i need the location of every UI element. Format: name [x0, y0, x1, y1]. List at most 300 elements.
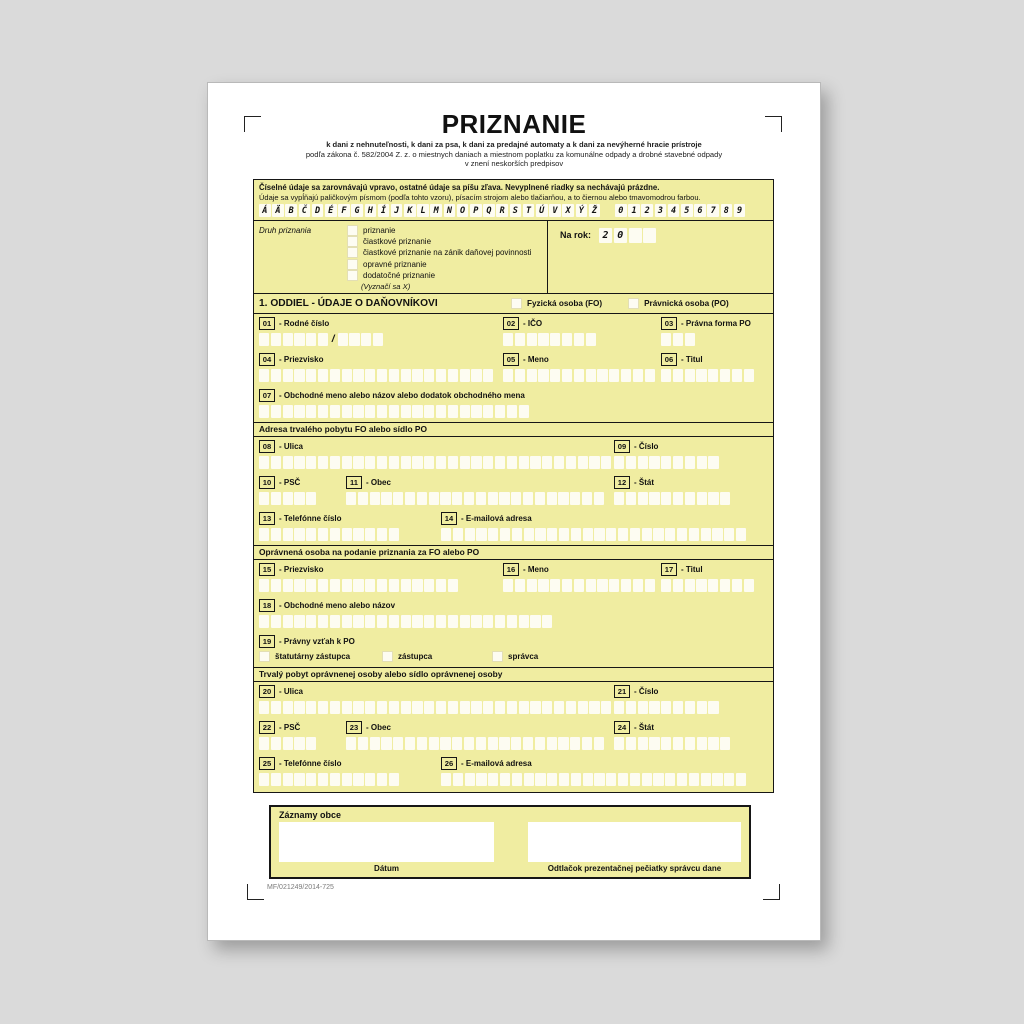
- input-cell[interactable]: [370, 737, 380, 750]
- input-cell[interactable]: [578, 456, 588, 469]
- input-cell[interactable]: [503, 579, 513, 592]
- input-cell[interactable]: [685, 737, 695, 750]
- input-cell[interactable]: [464, 737, 474, 750]
- input-cell[interactable]: [424, 369, 434, 382]
- input-cell[interactable]: [483, 701, 493, 714]
- input-cell[interactable]: [614, 492, 624, 505]
- input-cell[interactable]: [259, 737, 269, 750]
- input-cell[interactable]: [638, 492, 648, 505]
- input-cell[interactable]: [471, 405, 481, 418]
- input-cell[interactable]: [365, 405, 375, 418]
- input-cell[interactable]: [353, 369, 363, 382]
- input-cell[interactable]: [661, 369, 671, 382]
- input-cell[interactable]: [271, 773, 281, 786]
- input-cell[interactable]: [574, 579, 584, 592]
- input-cell[interactable]: [586, 333, 596, 346]
- input-cell[interactable]: [318, 369, 328, 382]
- input-cell[interactable]: [476, 737, 486, 750]
- input-cell[interactable]: [519, 456, 529, 469]
- input-cell[interactable]: [586, 369, 596, 382]
- input-cell[interactable]: [346, 737, 356, 750]
- input-cell[interactable]: [661, 701, 671, 714]
- input-cell[interactable]: [594, 737, 604, 750]
- input-cell[interactable]: [554, 701, 564, 714]
- input-cell[interactable]: [389, 579, 399, 592]
- input-cell[interactable]: [377, 701, 387, 714]
- input-cell[interactable]: [633, 579, 643, 592]
- input-cell[interactable]: [353, 579, 363, 592]
- input-cell[interactable]: [436, 405, 446, 418]
- input-cell[interactable]: [507, 615, 517, 628]
- input-cell[interactable]: [495, 456, 505, 469]
- input-cell[interactable]: [259, 615, 269, 628]
- input-cell[interactable]: [685, 492, 695, 505]
- input-cell[interactable]: [476, 492, 486, 505]
- input-cell[interactable]: [381, 492, 391, 505]
- input-cell[interactable]: [626, 701, 636, 714]
- input-cell[interactable]: [559, 528, 569, 541]
- input-cell[interactable]: [271, 369, 281, 382]
- input-cell[interactable]: [259, 333, 269, 346]
- input-cell[interactable]: [697, 456, 707, 469]
- input-cell[interactable]: [582, 737, 592, 750]
- input-cell[interactable]: [271, 333, 281, 346]
- date-entry-area[interactable]: [279, 822, 494, 862]
- input-cell[interactable]: [471, 615, 481, 628]
- input-cell[interactable]: [271, 456, 281, 469]
- input-cell[interactable]: [503, 333, 513, 346]
- input-cell[interactable]: [358, 737, 368, 750]
- input-cell[interactable]: [259, 579, 269, 592]
- input-cell[interactable]: [515, 579, 525, 592]
- input-cell[interactable]: [507, 405, 517, 418]
- input-cell[interactable]: [535, 737, 545, 750]
- input-cell[interactable]: [342, 369, 352, 382]
- legal-option-checkbox[interactable]: [259, 651, 270, 662]
- input-cell[interactable]: [515, 369, 525, 382]
- input-cell[interactable]: [412, 701, 422, 714]
- input-cell[interactable]: [649, 737, 659, 750]
- input-cell[interactable]: [583, 773, 593, 786]
- input-cell[interactable]: [259, 405, 269, 418]
- input-cell[interactable]: [697, 492, 707, 505]
- input-cell[interactable]: [370, 492, 380, 505]
- input-cell[interactable]: [424, 579, 434, 592]
- input-cell[interactable]: [483, 405, 493, 418]
- input-cell[interactable]: [614, 456, 624, 469]
- input-cell[interactable]: [318, 405, 328, 418]
- input-cell[interactable]: [271, 405, 281, 418]
- input-cell[interactable]: [353, 528, 363, 541]
- input-cell[interactable]: [440, 737, 450, 750]
- input-cell[interactable]: [365, 701, 375, 714]
- input-cell[interactable]: [661, 737, 671, 750]
- input-cell[interactable]: [283, 369, 293, 382]
- input-cell[interactable]: [412, 579, 422, 592]
- input-cell[interactable]: [732, 579, 742, 592]
- input-cell[interactable]: [685, 369, 695, 382]
- input-cell[interactable]: [283, 456, 293, 469]
- input-cell[interactable]: [342, 773, 352, 786]
- input-cell[interactable]: [460, 369, 470, 382]
- input-cell[interactable]: [712, 773, 722, 786]
- input-cell[interactable]: [547, 492, 557, 505]
- input-cell[interactable]: [594, 773, 604, 786]
- input-cell[interactable]: [500, 773, 510, 786]
- input-cell[interactable]: [342, 456, 352, 469]
- input-cell[interactable]: [460, 405, 470, 418]
- input-cell[interactable]: [495, 615, 505, 628]
- input-cell[interactable]: [626, 456, 636, 469]
- input-cell[interactable]: [283, 492, 293, 505]
- input-cell[interactable]: [685, 333, 695, 346]
- input-cell[interactable]: [626, 737, 636, 750]
- input-cell[interactable]: [527, 579, 537, 592]
- input-cell[interactable]: [488, 492, 498, 505]
- input-cell[interactable]: [523, 492, 533, 505]
- input-cell[interactable]: [542, 701, 552, 714]
- input-cell[interactable]: [401, 579, 411, 592]
- input-cell[interactable]: [609, 369, 619, 382]
- input-cell[interactable]: [566, 701, 576, 714]
- input-cell[interactable]: [720, 579, 730, 592]
- input-cell[interactable]: [609, 579, 619, 592]
- input-cell[interactable]: [405, 737, 415, 750]
- input-cell[interactable]: [547, 528, 557, 541]
- input-cell[interactable]: [547, 773, 557, 786]
- input-cell[interactable]: [511, 492, 521, 505]
- input-cell[interactable]: [283, 615, 293, 628]
- input-cell[interactable]: [495, 405, 505, 418]
- input-cell[interactable]: [673, 579, 683, 592]
- input-cell[interactable]: [515, 333, 525, 346]
- input-cell[interactable]: [353, 701, 363, 714]
- input-cell[interactable]: [283, 737, 293, 750]
- input-cell[interactable]: [440, 492, 450, 505]
- input-cell[interactable]: [465, 528, 475, 541]
- input-cell[interactable]: [353, 405, 363, 418]
- input-cell[interactable]: [389, 701, 399, 714]
- input-cell[interactable]: [661, 579, 671, 592]
- input-cell[interactable]: [338, 333, 348, 346]
- input-cell[interactable]: [448, 579, 458, 592]
- input-cell[interactable]: [708, 737, 718, 750]
- declaration-option-checkbox[interactable]: [347, 270, 358, 281]
- input-cell[interactable]: [358, 492, 368, 505]
- input-cell[interactable]: [283, 701, 293, 714]
- input-cell[interactable]: [361, 333, 371, 346]
- input-cell[interactable]: [559, 773, 569, 786]
- input-cell[interactable]: [271, 528, 281, 541]
- input-cell[interactable]: [708, 492, 718, 505]
- input-cell[interactable]: [471, 456, 481, 469]
- input-cell[interactable]: [618, 528, 628, 541]
- input-cell[interactable]: [642, 773, 652, 786]
- input-cell[interactable]: [373, 333, 383, 346]
- input-cell[interactable]: [649, 492, 659, 505]
- input-cell[interactable]: [306, 737, 316, 750]
- input-cell[interactable]: [583, 528, 593, 541]
- input-cell[interactable]: [318, 456, 328, 469]
- input-cell[interactable]: [578, 701, 588, 714]
- input-cell[interactable]: [464, 492, 474, 505]
- input-cell[interactable]: [365, 579, 375, 592]
- input-cell[interactable]: [259, 369, 269, 382]
- input-cell[interactable]: [708, 701, 718, 714]
- input-cell[interactable]: [453, 773, 463, 786]
- legal-option-checkbox[interactable]: [382, 651, 393, 662]
- input-cell[interactable]: [271, 615, 281, 628]
- input-cell[interactable]: [708, 369, 718, 382]
- input-cell[interactable]: [724, 528, 734, 541]
- input-cell[interactable]: [547, 737, 557, 750]
- input-cell[interactable]: [365, 456, 375, 469]
- input-cell[interactable]: [429, 737, 439, 750]
- input-cell[interactable]: [519, 701, 529, 714]
- input-cell[interactable]: [271, 737, 281, 750]
- input-cell[interactable]: [500, 528, 510, 541]
- input-cell[interactable]: [712, 528, 722, 541]
- input-cell[interactable]: [570, 737, 580, 750]
- input-cell[interactable]: [271, 579, 281, 592]
- input-cell[interactable]: [460, 701, 470, 714]
- input-cell[interactable]: [673, 369, 683, 382]
- input-cell[interactable]: [645, 579, 655, 592]
- input-cell[interactable]: [424, 701, 434, 714]
- input-cell[interactable]: [441, 773, 451, 786]
- input-cell[interactable]: [512, 528, 522, 541]
- input-cell[interactable]: [720, 737, 730, 750]
- input-cell[interactable]: [530, 615, 540, 628]
- input-cell[interactable]: [562, 369, 572, 382]
- input-cell[interactable]: [436, 456, 446, 469]
- input-cell[interactable]: [353, 773, 363, 786]
- input-cell[interactable]: [389, 456, 399, 469]
- input-cell[interactable]: [294, 405, 304, 418]
- input-cell[interactable]: [306, 701, 316, 714]
- input-cell[interactable]: [601, 456, 611, 469]
- input-cell[interactable]: [259, 492, 269, 505]
- input-cell[interactable]: [542, 456, 552, 469]
- declaration-option-checkbox[interactable]: [347, 225, 358, 236]
- input-cell[interactable]: [436, 615, 446, 628]
- input-cell[interactable]: [476, 528, 486, 541]
- input-cell[interactable]: [673, 333, 683, 346]
- input-cell[interactable]: [389, 773, 399, 786]
- input-cell[interactable]: [524, 773, 534, 786]
- input-cell[interactable]: [424, 405, 434, 418]
- input-cell[interactable]: [294, 528, 304, 541]
- input-cell[interactable]: [294, 492, 304, 505]
- input-cell[interactable]: [530, 456, 540, 469]
- input-cell[interactable]: [389, 528, 399, 541]
- input-cell[interactable]: [606, 773, 616, 786]
- input-cell[interactable]: [259, 701, 269, 714]
- input-cell[interactable]: [389, 405, 399, 418]
- input-cell[interactable]: [318, 773, 328, 786]
- input-cell[interactable]: [736, 528, 746, 541]
- input-cell[interactable]: [689, 773, 699, 786]
- input-cell[interactable]: [330, 405, 340, 418]
- input-cell[interactable]: [330, 579, 340, 592]
- input-cell[interactable]: [401, 405, 411, 418]
- input-cell[interactable]: [697, 737, 707, 750]
- input-cell[interactable]: [401, 456, 411, 469]
- input-cell[interactable]: [649, 701, 659, 714]
- input-cell[interactable]: [571, 528, 581, 541]
- input-cell[interactable]: [412, 369, 422, 382]
- input-cell[interactable]: [701, 528, 711, 541]
- input-cell[interactable]: [708, 579, 718, 592]
- input-cell[interactable]: [342, 579, 352, 592]
- input-cell[interactable]: [271, 701, 281, 714]
- input-cell[interactable]: [566, 456, 576, 469]
- input-cell[interactable]: [429, 492, 439, 505]
- input-cell[interactable]: [527, 369, 537, 382]
- input-cell[interactable]: [330, 369, 340, 382]
- input-cell[interactable]: [503, 369, 513, 382]
- input-cell[interactable]: [488, 737, 498, 750]
- input-cell[interactable]: [661, 492, 671, 505]
- input-cell[interactable]: [488, 773, 498, 786]
- input-cell[interactable]: [283, 773, 293, 786]
- input-cell[interactable]: [633, 369, 643, 382]
- input-cell[interactable]: [417, 737, 427, 750]
- input-cell[interactable]: [562, 333, 572, 346]
- input-cell[interactable]: [558, 737, 568, 750]
- input-cell[interactable]: [401, 369, 411, 382]
- input-cell[interactable]: [736, 773, 746, 786]
- input-cell[interactable]: [306, 333, 316, 346]
- declaration-option-checkbox[interactable]: [347, 236, 358, 247]
- declaration-option-checkbox[interactable]: [347, 247, 358, 258]
- input-cell[interactable]: [673, 492, 683, 505]
- input-cell[interactable]: [685, 701, 695, 714]
- input-cell[interactable]: [483, 456, 493, 469]
- input-cell[interactable]: [448, 405, 458, 418]
- input-cell[interactable]: [283, 528, 293, 541]
- input-cell[interactable]: [365, 773, 375, 786]
- input-cell[interactable]: [524, 528, 534, 541]
- input-cell[interactable]: [294, 615, 304, 628]
- input-cell[interactable]: [689, 528, 699, 541]
- fo-checkbox[interactable]: [511, 298, 522, 309]
- input-cell[interactable]: [614, 701, 624, 714]
- input-cell[interactable]: [653, 528, 663, 541]
- input-cell[interactable]: [436, 701, 446, 714]
- input-cell[interactable]: [530, 701, 540, 714]
- input-cell[interactable]: [393, 492, 403, 505]
- input-cell[interactable]: [389, 615, 399, 628]
- input-cell[interactable]: [488, 528, 498, 541]
- input-cell[interactable]: [550, 333, 560, 346]
- input-cell[interactable]: [589, 701, 599, 714]
- input-cell[interactable]: [471, 701, 481, 714]
- input-cell[interactable]: [697, 701, 707, 714]
- input-cell[interactable]: [724, 773, 734, 786]
- input-cell[interactable]: [405, 492, 415, 505]
- input-cell[interactable]: [538, 579, 548, 592]
- input-cell[interactable]: [550, 369, 560, 382]
- input-cell[interactable]: [744, 579, 754, 592]
- input-cell[interactable]: [330, 701, 340, 714]
- input-cell[interactable]: [294, 773, 304, 786]
- input-cell[interactable]: [744, 369, 754, 382]
- input-cell[interactable]: [677, 773, 687, 786]
- input-cell[interactable]: [696, 369, 706, 382]
- input-cell[interactable]: [621, 369, 631, 382]
- input-cell[interactable]: [424, 456, 434, 469]
- input-cell[interactable]: [562, 579, 572, 592]
- input-cell[interactable]: [582, 492, 592, 505]
- input-cell[interactable]: [441, 528, 451, 541]
- input-cell[interactable]: [271, 492, 281, 505]
- input-cell[interactable]: [318, 333, 328, 346]
- input-cell[interactable]: [597, 579, 607, 592]
- input-cell[interactable]: [393, 737, 403, 750]
- input-cell[interactable]: [306, 369, 316, 382]
- input-cell[interactable]: [708, 456, 718, 469]
- input-cell[interactable]: [377, 369, 387, 382]
- input-cell[interactable]: [453, 528, 463, 541]
- stamp-area[interactable]: [528, 822, 741, 862]
- input-cell[interactable]: [594, 492, 604, 505]
- input-cell[interactable]: [259, 773, 269, 786]
- input-cell[interactable]: [342, 615, 352, 628]
- input-cell[interactable]: [606, 528, 616, 541]
- year-digit-cell[interactable]: [643, 228, 656, 243]
- input-cell[interactable]: [558, 492, 568, 505]
- input-cell[interactable]: [294, 456, 304, 469]
- input-cell[interactable]: [720, 492, 730, 505]
- input-cell[interactable]: [677, 528, 687, 541]
- input-cell[interactable]: [614, 737, 624, 750]
- input-cell[interactable]: [377, 456, 387, 469]
- input-cell[interactable]: [460, 456, 470, 469]
- input-cell[interactable]: [401, 701, 411, 714]
- input-cell[interactable]: [294, 579, 304, 592]
- input-cell[interactable]: [346, 492, 356, 505]
- input-cell[interactable]: [638, 701, 648, 714]
- input-cell[interactable]: [645, 369, 655, 382]
- input-cell[interactable]: [377, 405, 387, 418]
- input-cell[interactable]: [483, 369, 493, 382]
- input-cell[interactable]: [401, 615, 411, 628]
- input-cell[interactable]: [306, 773, 316, 786]
- input-cell[interactable]: [349, 333, 359, 346]
- input-cell[interactable]: [306, 579, 316, 592]
- input-cell[interactable]: [365, 369, 375, 382]
- input-cell[interactable]: [294, 369, 304, 382]
- input-cell[interactable]: [342, 528, 352, 541]
- input-cell[interactable]: [649, 456, 659, 469]
- input-cell[interactable]: [353, 615, 363, 628]
- input-cell[interactable]: [330, 773, 340, 786]
- input-cell[interactable]: [318, 579, 328, 592]
- input-cell[interactable]: [661, 456, 671, 469]
- input-cell[interactable]: [665, 773, 675, 786]
- declaration-option-checkbox[interactable]: [347, 259, 358, 270]
- input-cell[interactable]: [523, 737, 533, 750]
- input-cell[interactable]: [638, 737, 648, 750]
- input-cell[interactable]: [519, 615, 529, 628]
- input-cell[interactable]: [259, 456, 269, 469]
- input-cell[interactable]: [471, 369, 481, 382]
- input-cell[interactable]: [673, 737, 683, 750]
- input-cell[interactable]: [306, 615, 316, 628]
- input-cell[interactable]: [283, 333, 293, 346]
- input-cell[interactable]: [306, 405, 316, 418]
